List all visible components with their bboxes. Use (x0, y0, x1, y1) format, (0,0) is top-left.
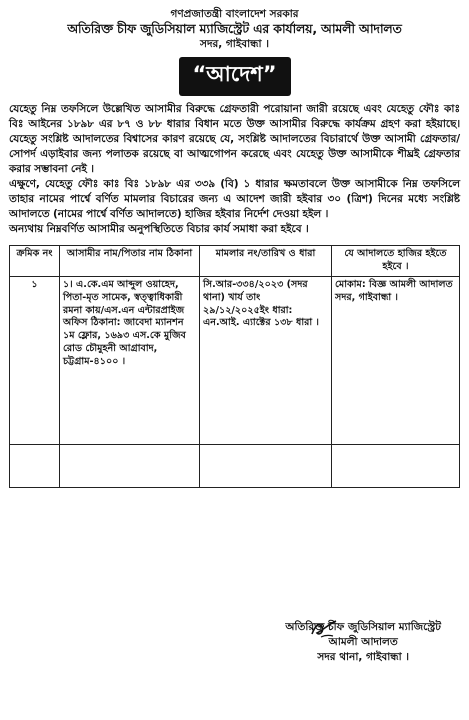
header-serial: ক্রমিক নং (10, 245, 60, 276)
signature-court: আমলী আদালত (328, 636, 398, 649)
table-header-row (10, 245, 460, 276)
cell-empty (60, 444, 200, 487)
order-body (9, 102, 460, 237)
title-wrap (9, 57, 460, 96)
office-address-value: জাবেদা ম্যানশন ১ম ফ্লোর, ১৬৯৩ এস.কে মুজিব রোড চৌমুহনী আগ্রাবাদ, চট্টগ্রাম-৪১০০ । (63, 317, 186, 368)
header-case: মামলার নং/তারিখ ও ধারা (200, 245, 332, 276)
accused-table (9, 245, 460, 488)
government-line: গণপ্রজাতন্ত্রী বাংলাদেশ সরকার (170, 8, 299, 20)
cell-court: মোকাম: বিজ্ঞ আমলী আদালত সদর, গাইবান্ধা । (332, 276, 460, 444)
cell-empty (200, 444, 332, 487)
cell-empty (332, 444, 460, 487)
body-paragraph-2: এক্ষুণে, যেহেতু ফৌঃ কাঃ বিঃ ১৮৯৮ এর ৩৩৯ (বি) ১ ধারার ক্ষমতাবলে উক্ত আসামীকে নিম্ন তফসিলে তাহার নামের পার্শ্বে বর্ণিত মামলার বিচারের জন্য এ আদেশ জারী হইবার ৩০ (ত্রিশ) দিনের মধ্যে সংশ্লিষ্ট আদালতে (নামের পার্শ্বে বর্ণিত আদালতে) হাজির হইবার নির্দেশ দেওয়া হইল । (9, 177, 460, 220)
cell-serial: ১ (10, 276, 60, 444)
signature-block (285, 620, 441, 666)
signature-location: সদর থানা, গাইবান্ধা । (317, 651, 410, 664)
order-title: “আদেশ” (179, 57, 291, 96)
accused-details: ১। এ.কে.এম আব্দুল ওয়াহেদ, পিতা-মৃত সামেক, স্বত্ত্বাধিকারী রমনা কায়/এস.এন এন্টারপ্রাইজ (63, 278, 185, 316)
body-paragraph-3: অন্যথায় নিম্নবর্ণিত আসামীর অনুপস্থিতিতে বিচার কার্য সমাধা করা হইবে । (9, 222, 309, 235)
body-paragraph-1: যেহেতু নিম্ন তফসিলে উল্লেখিত আসামীর বিরুদ্ধে গ্রেফতারী পরোয়ানা জারী রয়েছে এবং যেহেতু ফৌঃ কাঃ বিঃ আইনের ১৮৯৮ এর ৮৭ ও ৮৮ ধারার বিধান মতে উক্ত আসামীর বিরুদ্ধে কার্যক্রম গ্রহণ করা হইয়াছে। যেহেতু সংশ্লিষ্ট আদালতের বিশ্বাসের কারণ রয়েছে যে, সংশ্লিষ্ট আদালতের বিচারার্থে উক্ত আসামী গ্রেফতার/সোপর্দ এড়াইবার জন্য পলাতক রয়েছে বা আত্মগোপন করেছে এবং যেহেতু উক্ত আসামীকে শীঘ্রই গ্রেফতার করার সম্ভাবনা নেই । (9, 102, 460, 175)
cell-accused (60, 276, 200, 444)
table-row-empty (10, 444, 460, 487)
office-line: অতিরিক্ত চীফ জুডিসিয়াল ম্যাজিস্ট্রেট এর কার্যালয়, আমলী আদালত (67, 21, 402, 37)
notice-header (9, 8, 460, 51)
table-row (10, 276, 460, 444)
header-accused: আসামীর নাম/পিতার নাম ঠিকানা (60, 245, 200, 276)
header-court: যে আদালতে হাজির হইতে হইবে । (332, 245, 460, 276)
signature-title: অতিরিক্ত চীফ জুডিসিয়াল ম্যাজিস্ট্রেট (285, 621, 441, 633)
office-address-label: অফিস ঠিকানা: (63, 317, 121, 329)
location-line: সদর, গাইবান্ধা । (200, 38, 269, 51)
cell-empty (10, 444, 60, 487)
office-address (63, 317, 196, 369)
cell-case: সি.আর-৩৩৪/২০২৩ (সদর থানা) খার্য তাং ২৯/১২/২০২৫ইং ধারা: এন.আই. এ্যাক্টের ১৩৮ ধারা । (200, 276, 332, 444)
